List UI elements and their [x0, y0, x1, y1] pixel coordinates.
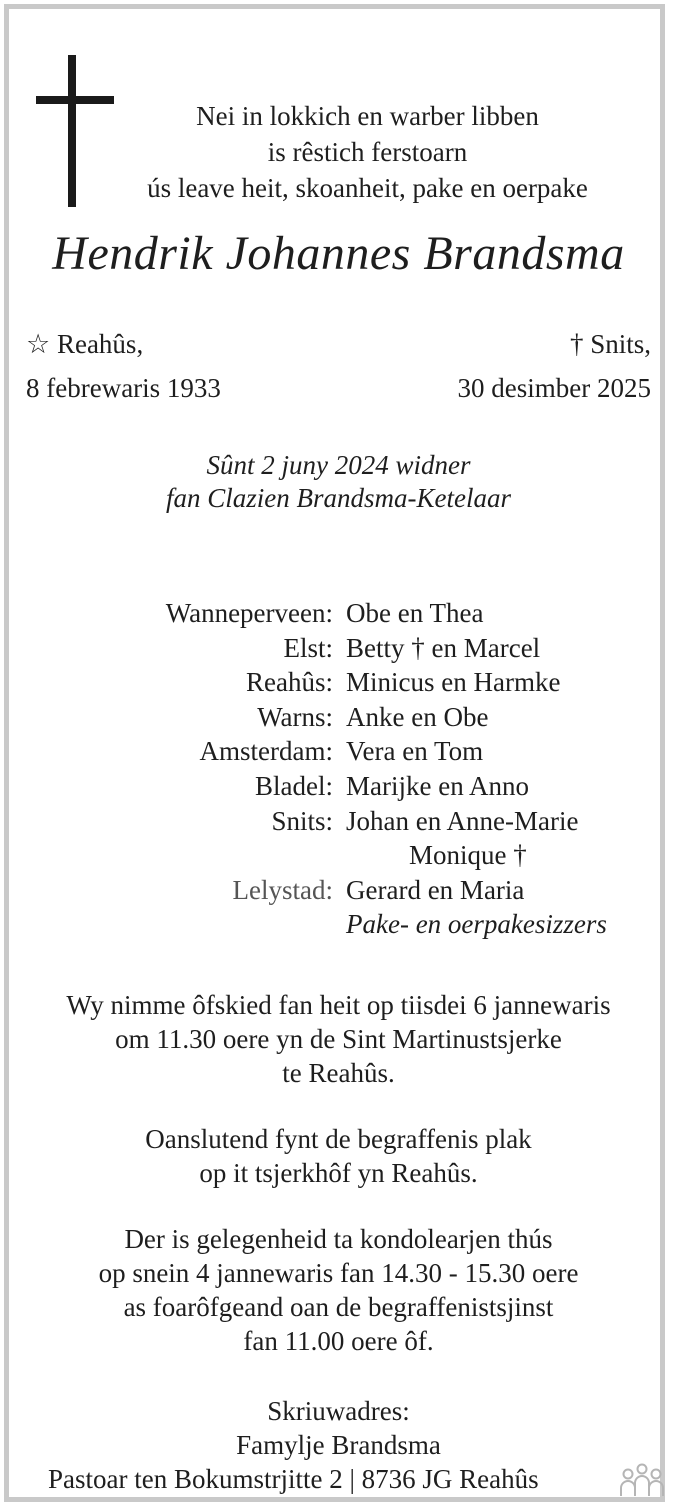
family-names: Monique † — [409, 840, 527, 871]
address-label: Skriuwadres: — [267, 1396, 410, 1426]
family-row — [0, 631, 677, 666]
family-names: Gerard en Maria — [346, 874, 525, 905]
family-row — [0, 838, 677, 873]
family-place — [0, 907, 333, 942]
death-place: † Snits, — [569, 329, 651, 359]
death-info — [458, 322, 651, 410]
condolence-line: op snein 4 jannewaris fan 14.30 - 15.30 oere — [98, 1258, 579, 1288]
birth-place: ☆ Reahûs, — [26, 329, 144, 359]
condolence-line: as foarôfgeand oan de begraffenistsjinst — [123, 1292, 554, 1322]
family-row — [0, 769, 677, 804]
address-family: Famylje Brandsma — [236, 1430, 441, 1460]
family-place: Amsterdam: — [199, 736, 333, 767]
family-place: Reahûs: — [246, 667, 333, 698]
family-place: Elst: — [283, 632, 333, 663]
condolence-line: fan 11.00 oere ôf. — [243, 1326, 434, 1356]
family-row — [0, 804, 677, 839]
family-row — [0, 873, 677, 908]
family-names: Johan en Anne-Marie — [346, 805, 579, 836]
farewell-text — [0, 988, 677, 1090]
family-row — [0, 907, 677, 942]
family-place: Snits: — [271, 805, 333, 836]
burial-text — [0, 1122, 677, 1190]
family-names: Obe en Thea — [346, 598, 484, 628]
burial-line: op it tsjerkhôf yn Reahûs. — [199, 1158, 478, 1188]
address-street: Pastoar ten Bokumstrjitte 2 | 8736 JG Reahûs — [48, 1464, 539, 1494]
family-place: Lelystad: — [232, 874, 333, 905]
condolence-text — [0, 1222, 677, 1358]
intro-line: Nei in lokkich en warber libben — [196, 101, 539, 131]
birth-date: 8 febrewaris 1933 — [26, 373, 221, 403]
address-header — [0, 1394, 677, 1462]
family-place: Warns: — [257, 701, 333, 732]
widower-line: fan Clazien Brandsma-Ketelaar — [166, 483, 511, 513]
intro-text — [140, 98, 595, 206]
family-names: Marijke en Anno — [346, 770, 529, 801]
farewell-line: Wy nimme ôfskied fan heit op tiisdei 6 jannewaris — [66, 990, 611, 1020]
family-row — [0, 700, 677, 735]
family-row — [0, 596, 677, 631]
family-names: Anke en Obe — [346, 701, 489, 732]
family-place: Wanneperveen: — [165, 598, 333, 628]
family-names: Vera en Tom — [346, 736, 484, 767]
condolence-line: Der is gelegenheid ta kondolearjen thús — [124, 1224, 553, 1254]
grandchildren-note: Pake- en oerpakesizzers — [346, 909, 607, 940]
widower-line: Sûnt 2 juny 2024 widner — [206, 450, 471, 480]
family-place: Bladel: — [255, 770, 333, 801]
intro-line: is rêstich ferstoarn — [267, 137, 468, 167]
farewell-line: te Reahûs. — [282, 1058, 395, 1088]
deceased-name: Hendrik Johannes Brandsma — [52, 227, 625, 280]
burial-line: Oanslutend fynt de begraffenis plak — [145, 1124, 532, 1154]
family-place — [0, 838, 333, 873]
family-row — [0, 734, 677, 769]
farewell-line: om 11.30 oere yn de Sint Martinustsjerke — [115, 1024, 562, 1054]
family-list — [0, 596, 677, 942]
intro-line: ús leave heit, skoanheit, pake en oerpake — [147, 173, 588, 203]
family-row — [0, 665, 677, 700]
birth-info — [26, 322, 221, 410]
family-names: Betty † en Marcel — [346, 632, 541, 663]
family-names: Minicus en Harmke — [346, 667, 561, 698]
widower-note — [0, 449, 677, 515]
death-date: 30 desimber 2025 — [457, 373, 651, 403]
people-group-logo-icon — [618, 1460, 666, 1500]
